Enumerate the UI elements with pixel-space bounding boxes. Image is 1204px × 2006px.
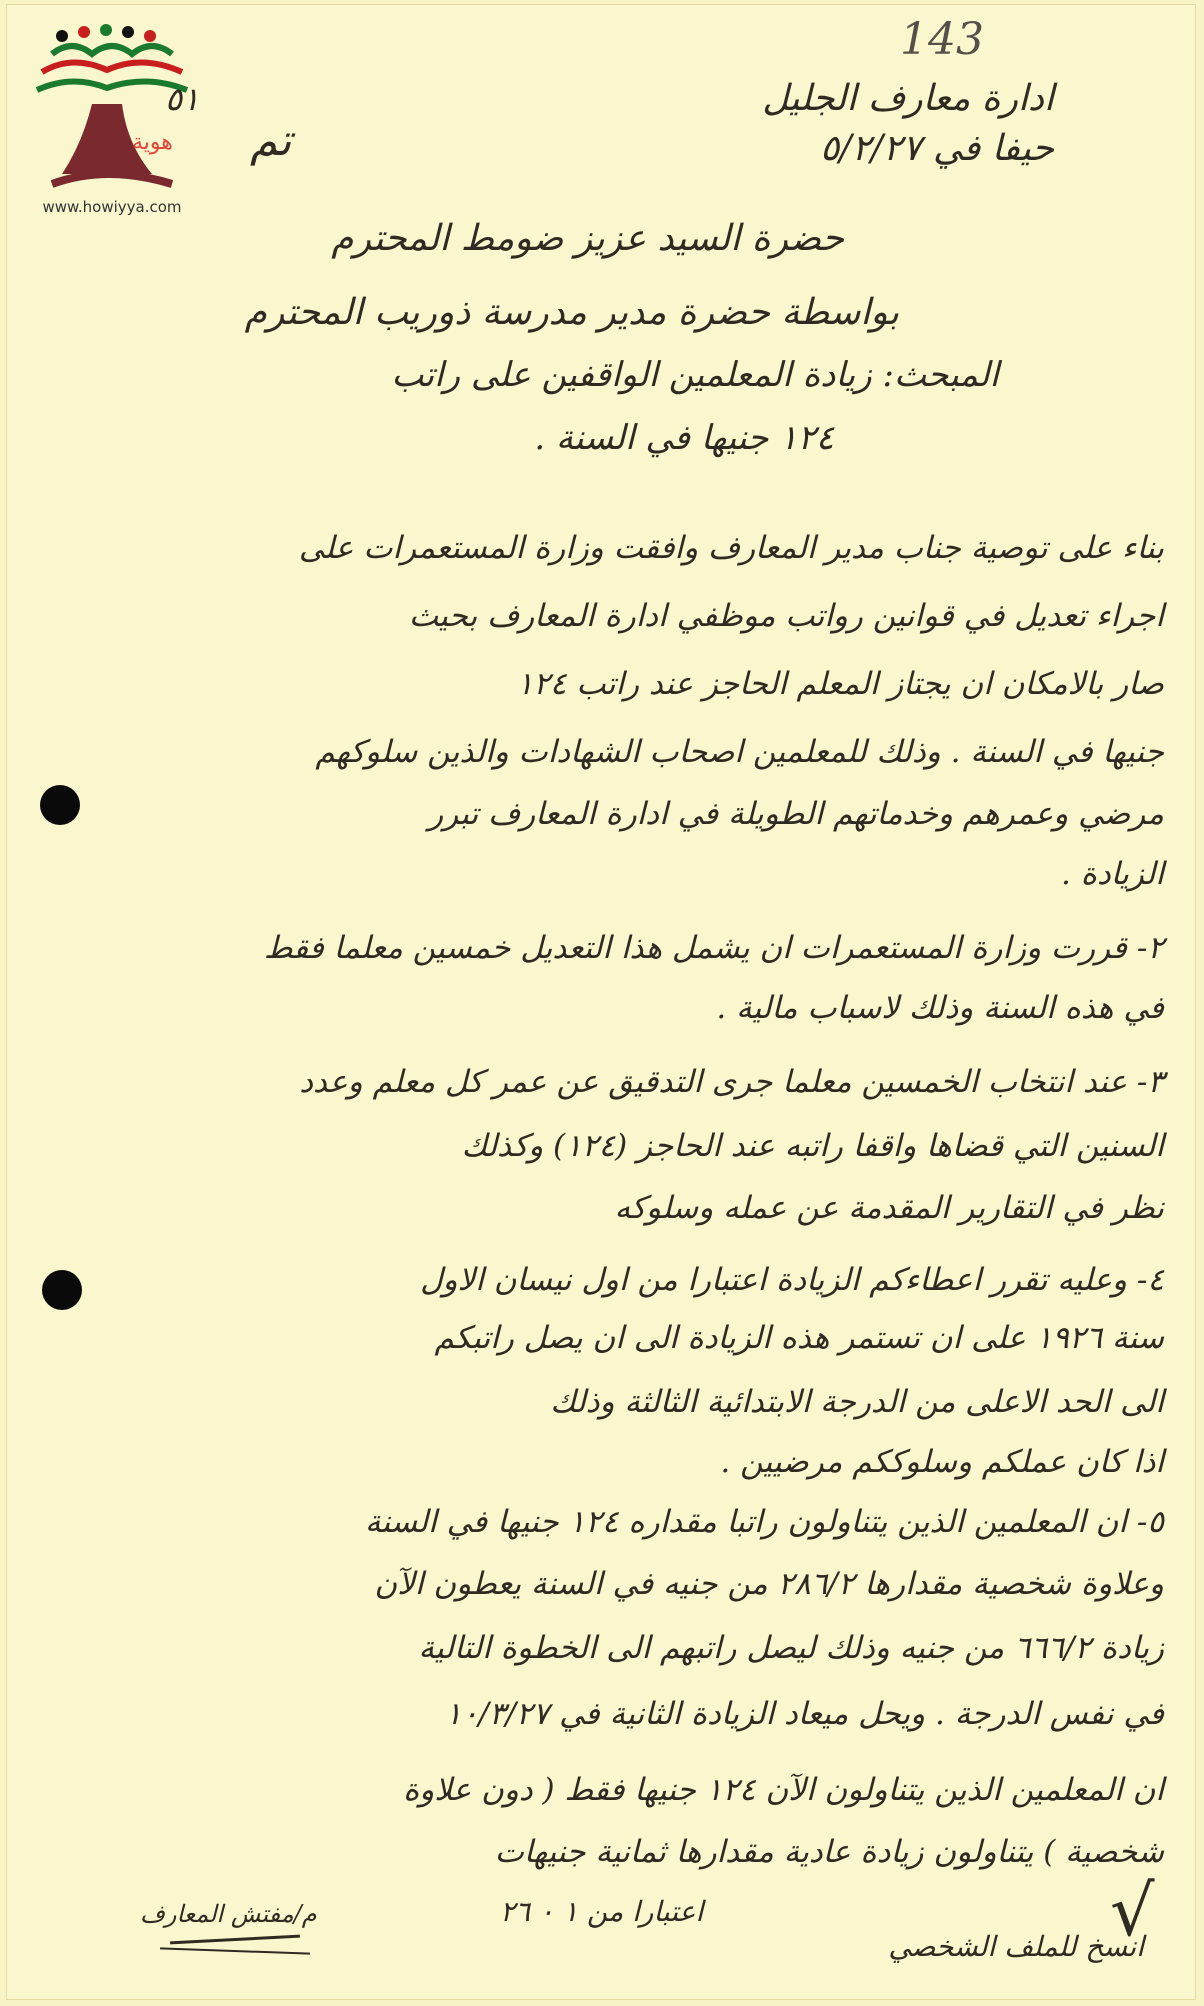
folio-number: 143 xyxy=(900,14,984,65)
body-line: ٢- قررت وزارة المستعمرات ان يشمل هذا التعديل خمسين معلما فقط xyxy=(263,930,1164,966)
howiyya-logo xyxy=(22,24,212,224)
body-line: اذا كان عملكم وسلوككم مرضيين . xyxy=(720,1444,1164,1480)
addressee-line: حضرة السيد عزيز ضومط المحترم xyxy=(331,218,844,259)
body-line: بناء على توصية جناب مدير المعارف وافقت وزارة المستعمرات على xyxy=(298,530,1164,566)
body-line: صار بالامكان ان يجتاز المعلم الحاجز عند راتب ١٢٤ xyxy=(516,666,1164,702)
file-note: انسخ للملف الشخصي xyxy=(888,1930,1144,1963)
margin-note: تم xyxy=(250,115,292,166)
margin-number: ٥١ xyxy=(165,80,200,118)
body-line: جنيها في السنة . وذلك للمعلمين اصحاب الشهادات والذين سلوكهم xyxy=(315,734,1164,770)
body-line: نظر في التقارير المقدمة عن عمله وسلوكه xyxy=(614,1190,1164,1226)
via-line: بواسطة حضرة مدير مدرسة ذوريب المحترم xyxy=(244,292,899,333)
body-line: ٥- ان المعلمين الذين يتناولون راتبا مقداره ١٢٤ جنيها في السنة xyxy=(365,1504,1164,1540)
subject-line: المبحث: زيادة المعلمين الواقفين على راتب xyxy=(391,355,999,395)
body-line: الزيادة . xyxy=(1061,856,1164,892)
body-line: وعلاوة شخصية مقدارها ٢٨٦/٢ من جنيه في السنة يعطون الآن xyxy=(374,1566,1164,1602)
logo-url: www.howiyya.com xyxy=(42,198,182,216)
subject-line-continued: ١٢٤ جنيها في السنة . xyxy=(534,418,834,458)
body-line: ٣- عند انتخاب الخمسين معلما جرى التدقيق عن عمر كل معلم وعدد xyxy=(299,1064,1164,1100)
checkmark: √ xyxy=(1110,1870,1155,1952)
date-line: حيفا في ٥/٢/٢٧ xyxy=(819,128,1054,169)
punch-hole xyxy=(42,1270,82,1310)
body-line: اعتبارا من ١ ٠ ٢٦ xyxy=(500,1895,704,1928)
body-line: ٤- وعليه تقرر اعطاءكم الزيادة اعتبارا من اول نيسان الاول xyxy=(420,1262,1164,1298)
body-line: سنة ١٩٢٦ على ان تستمر هذه الزيادة الى ان يصل راتبكم xyxy=(434,1320,1164,1356)
logo-brand-text: هوية xyxy=(132,130,173,155)
body-line: زيادة ٦٦٦/٢ من جنيه وذلك ليصل راتبهم الى الخطوة التالية xyxy=(418,1630,1164,1666)
body-line: ان المعلمين الذين يتناولون الآن ١٢٤ جنيها فقط ( دون علاوة xyxy=(403,1772,1164,1808)
punch-hole xyxy=(40,785,80,825)
body-line: في هذه السنة وذلك لاسباب مالية . xyxy=(716,990,1164,1026)
signature: م/مفتش المعارف xyxy=(140,1900,317,1928)
body-line: شخصية ) يتناولون زيادة عادية مقدارها ثمانية جنيهات xyxy=(494,1834,1164,1870)
office-heading: ادارة معارف الجليل xyxy=(762,78,1054,119)
body-line: الى الحد الاعلى من الدرجة الابتدائية الثالثة وذلك xyxy=(550,1384,1164,1420)
body-line: السنين التي قضاها واقفا راتبه عند الحاجز (١٢٤) وكذلك xyxy=(461,1128,1164,1164)
body-line: في نفس الدرجة . ويحل ميعاد الزيادة الثانية في ١٠/٣/٢٧ xyxy=(445,1696,1164,1732)
body-line: مرضي وعمرهم وخدماتهم الطويلة في ادارة المعارف تبرر xyxy=(428,796,1164,832)
body-line: اجراء تعديل في قوانين رواتب موظفي ادارة المعارف بحيث xyxy=(408,598,1164,634)
